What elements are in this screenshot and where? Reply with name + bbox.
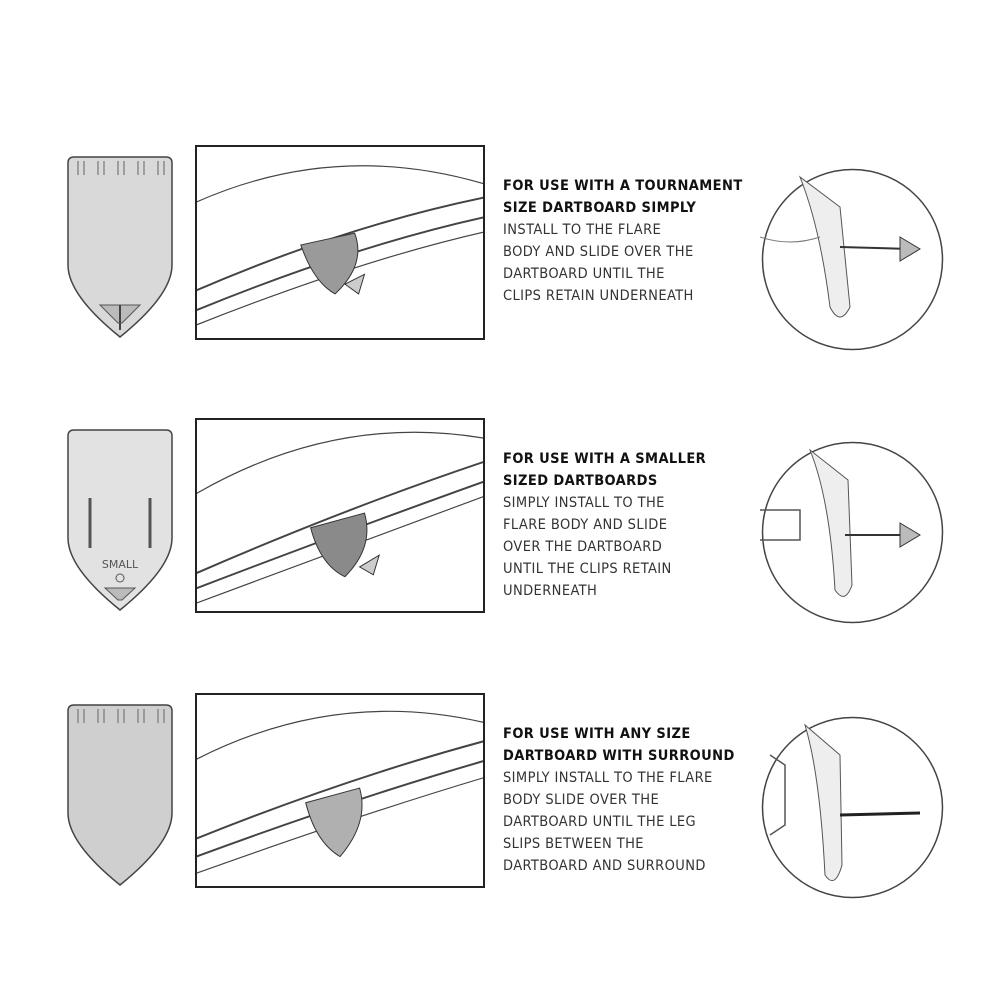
step-body-line: SIMPLY INSTALL TO THE	[503, 495, 665, 511]
shield-small-label: SMALL	[101, 558, 139, 571]
step-body-line: FLARE BODY AND SLIDE	[503, 517, 668, 533]
step-body-line: SLIPS BETWEEN THE	[503, 836, 644, 852]
step-body-line: SIMPLY INSTALL TO THE FLARE	[503, 770, 713, 786]
step-body-line: BODY AND SLIDE OVER THE	[503, 244, 694, 260]
step-text-tournament	[503, 175, 753, 307]
clip-detail-tournament-icon	[760, 167, 945, 352]
install-illustration-surround	[195, 693, 485, 888]
flare-shield-surround-icon	[60, 703, 180, 888]
step-body-line: DARTBOARD UNTIL THE	[503, 266, 665, 282]
step-heading-line2: SIZED DARTBOARDS	[503, 473, 658, 489]
step-row-surround	[0, 693, 1000, 893]
step-body-line: INSTALL TO THE FLARE	[503, 222, 662, 238]
install-illustration-tournament	[195, 145, 485, 340]
step-heading-line2: DARTBOARD WITH SURROUND	[503, 748, 735, 764]
step-heading-line1: FOR USE WITH A TOURNAMENT	[503, 178, 743, 194]
step-body-line: UNTIL THE CLIPS RETAIN	[503, 561, 672, 577]
step-row-smaller	[0, 418, 1000, 618]
step-body-line: DARTBOARD AND SURROUND	[503, 858, 706, 874]
clip-detail-surround-icon	[760, 715, 945, 900]
install-illustration-smaller	[195, 418, 485, 613]
step-body-line: UNDERNEATH	[503, 583, 598, 599]
step-heading-line1: FOR USE WITH A SMALLER	[503, 451, 707, 467]
flare-shield-tournament-icon	[60, 155, 180, 340]
step-heading-line2: SIZE DARTBOARD SIMPLY	[503, 200, 697, 216]
step-body-line: CLIPS RETAIN UNDERNEATH	[503, 288, 694, 304]
clip-detail-smaller-icon	[760, 440, 945, 625]
step-heading-line1: FOR USE WITH ANY SIZE	[503, 726, 691, 742]
flare-shield-small-icon	[60, 428, 180, 613]
step-body-line: BODY SLIDE OVER THE	[503, 792, 660, 808]
step-text-smaller	[503, 448, 753, 602]
step-row-tournament	[0, 145, 1000, 345]
step-body-line: OVER THE DARTBOARD	[503, 539, 663, 555]
step-text-surround	[503, 723, 753, 877]
step-body-line: DARTBOARD UNTIL THE LEG	[503, 814, 697, 830]
